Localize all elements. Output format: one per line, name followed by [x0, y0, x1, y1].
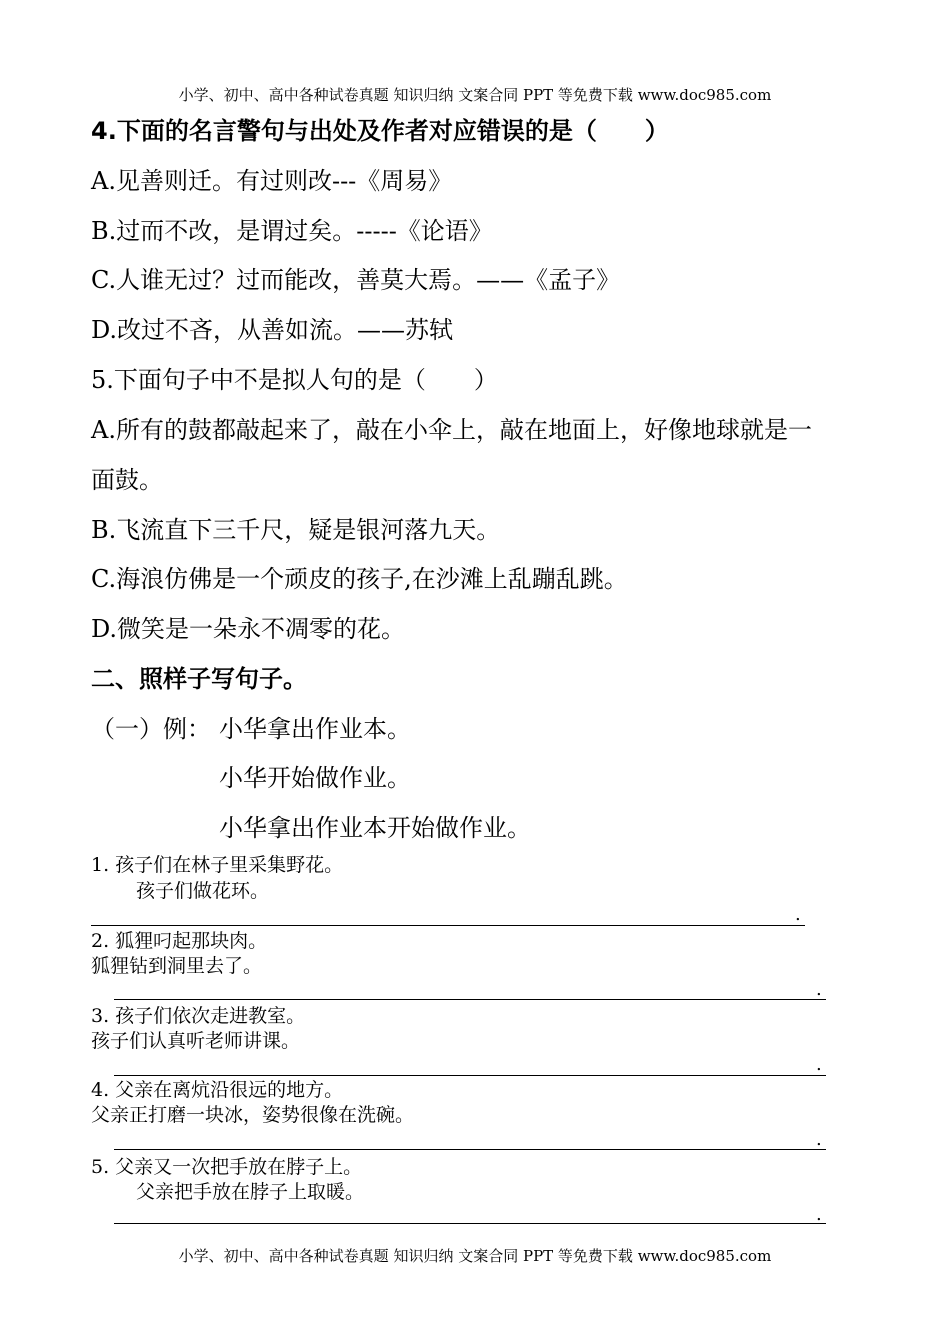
exercise-5-end-mark: .: [816, 1204, 822, 1225]
question-4-stem: 4.下面的名言警句与出处及作者对应错误的是（ ）: [91, 117, 669, 145]
question-4-option-c: C.人谁无过？过而能改，善莫大焉。——《孟子》: [91, 266, 621, 294]
exercise-3-end-mark: .: [816, 1054, 822, 1075]
question-5-option-c: C.海浪仿佛是一个顽皮的孩子,在沙滩上乱蹦乱跳。: [91, 565, 628, 593]
question-5-option-a-continued: 面鼓。: [91, 466, 163, 494]
exercise-1-answer-line[interactable]: [91, 925, 805, 926]
question-5-option-a: A.所有的鼓都敲起来了，敲在小伞上，敲在地面上，好像地球就是一: [91, 416, 812, 444]
question-4-option-b: B.过而不改，是谓过矣。-----《论语》: [91, 217, 493, 245]
exercise-3-sentence-1: 3. 孩子们依次走进教室。: [91, 1005, 306, 1027]
exercise-5-answer-line[interactable]: [114, 1223, 826, 1224]
exercise-1-sentence-1: 1. 孩子们在林子里采集野花。: [91, 854, 344, 876]
exercise-5-sentence-2: 父亲把手放在脖子上取暖。: [136, 1181, 365, 1203]
exercise-1-sentence-2: 孩子们做花环。: [136, 880, 270, 902]
exercise-5-sentence-1: 5. 父亲又一次把手放在脖子上。: [91, 1156, 363, 1178]
question-5-option-b: B.飞流直下三千尺，疑是银河落九天。: [91, 516, 501, 544]
exercise-2-sentence-1: 2. 狐狸叼起那块肉。: [91, 930, 268, 952]
exercise-3-sentence-2: 孩子们认真听老师讲课。: [91, 1030, 301, 1052]
exercise-2-sentence-2: 狐狸钻到洞里去了。: [91, 955, 263, 977]
example-line-1: 小华拿出作业本。: [219, 715, 411, 743]
exercise-1-end-mark: .: [795, 904, 801, 925]
question-5-stem: 5.下面句子中不是拟人句的是（ ）: [91, 366, 498, 394]
exercise-3-answer-line[interactable]: [114, 1075, 826, 1076]
exercise-4-answer-line[interactable]: [114, 1149, 826, 1150]
section-2-title: 二、照样子写句子。: [91, 665, 307, 693]
exercise-4-sentence-2: 父亲正打磨一块冰，姿势很像在洗碗。: [91, 1104, 415, 1126]
question-5-option-d: D.微笑是一朵永不凋零的花。: [91, 615, 406, 643]
page-footer: 小学、初中、高中各种试卷真题 知识归纳 文案合同 PPT 等免费下载 www.doc985.com: [178, 1247, 772, 1265]
example-line-2: 小华开始做作业。: [219, 764, 411, 792]
exercise-4-end-mark: .: [816, 1129, 822, 1150]
exercise-4-sentence-1: 4. 父亲在离炕沿很远的地方。: [91, 1079, 344, 1101]
example-label: （一）例：: [91, 715, 211, 743]
example-line-3: 小华拿出作业本开始做作业。: [219, 814, 531, 842]
question-4-option-d: D.改过不吝，从善如流。——苏轼: [91, 316, 454, 344]
exercise-2-end-mark: .: [816, 979, 822, 1000]
question-4-option-a: A.见善则迁。有过则改---《周易》: [91, 167, 453, 195]
exercise-2-answer-line[interactable]: [114, 999, 826, 1000]
page-header: 小学、初中、高中各种试卷真题 知识归纳 文案合同 PPT 等免费下载 www.doc985.com: [178, 86, 772, 104]
